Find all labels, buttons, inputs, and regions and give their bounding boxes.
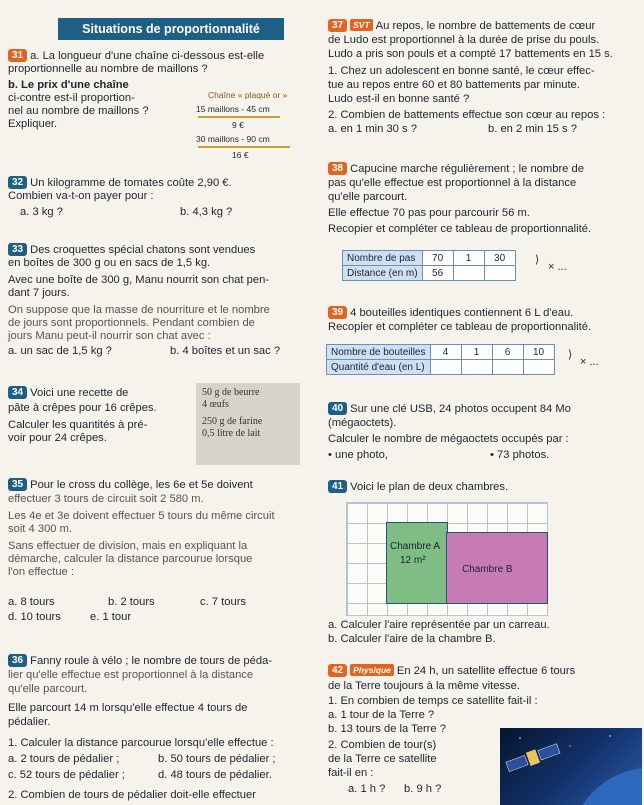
- ex38-table: [342, 250, 516, 281]
- satellite-image: [500, 728, 642, 805]
- ex39-cell: 10: [523, 345, 554, 360]
- ex39-cell: 6: [492, 345, 523, 360]
- ex38-cell: 56: [422, 266, 453, 281]
- ex41-b: b. Calculer l'aire de la chambre B.: [328, 633, 496, 645]
- recipe-item-butter: 50 g de beurre: [202, 387, 260, 398]
- ex32-b: b. 4,3 kg ?: [180, 206, 233, 218]
- ex37-line1: 37 SVT Au repos, le nombre de battements de cœur: [328, 19, 595, 34]
- ex38-number: 38: [328, 162, 347, 175]
- ex36-a: a. 2 tours de pédalier ;: [8, 753, 120, 765]
- ex40-a: • une photo,: [328, 449, 388, 461]
- room-b-label: Chambre B: [462, 564, 513, 575]
- recipe-item-eggs: 4 œufs: [202, 398, 229, 410]
- ex37-line2: de Ludo est proportionnel à la durée de prise du pouls.: [328, 34, 600, 46]
- ex42-a: a. 1 tour de la Terre ?: [328, 709, 435, 721]
- ex37-line5: tue au repos entre 60 et 80 battements par minute.: [328, 79, 580, 91]
- ex36-line3: qu'elle parcourt.: [8, 683, 88, 695]
- ex34-line4: voir pour 24 crêpes.: [8, 432, 107, 444]
- ex35-a: a. 8 tours: [8, 596, 55, 608]
- ex41-number: 41: [328, 480, 347, 493]
- ex33-line7: jours Manu peut-il nourrir son chat avec :: [8, 330, 211, 342]
- ex38-multiplier: × ...: [548, 261, 567, 273]
- ex38-line1: 38 Capucine marche régulièrement ; le nombre de: [328, 162, 584, 177]
- ex34-line1: 34 Voici une recette de: [8, 386, 128, 401]
- ex33-number: 33: [8, 243, 27, 256]
- ex37-a: a. en 1 min 30 s ?: [328, 123, 417, 135]
- ex35-line7: l'on effectue :: [8, 566, 74, 578]
- ex39-table: [326, 344, 555, 375]
- ex35-d: d. 10 tours: [8, 611, 61, 623]
- chain-figure-a-price: 9 €: [232, 120, 244, 130]
- ex37-line6: Ludo est-il en bonne santé ?: [328, 93, 470, 105]
- ex33-line6: de jours sont proportionnels. Pendant combien de: [8, 317, 255, 329]
- room-a-label: Chambre A: [390, 541, 441, 552]
- ex31-b1: b. Le prix d'une chaîne: [8, 79, 129, 91]
- ex38-arrow-icon: ⟩: [535, 254, 540, 266]
- ex42-b: b. 13 tours de la Terre ?: [328, 723, 446, 735]
- room-a-area: 12 m²: [400, 555, 426, 566]
- ex42-line1: 42 Physique En 24 h, un satellite effectue 6 tours: [328, 664, 575, 679]
- ex37-number: 37: [328, 19, 347, 32]
- ex32-line1: 32 Un kilogramme de tomates coûte 2,90 €.: [8, 176, 232, 191]
- ex42-q-b: b. 9 h ?: [404, 783, 442, 795]
- ex32-a: a. 3 kg ?: [20, 206, 63, 218]
- ex36-q2: 2. Combien de tours de pédalier doit-elle effectuer: [8, 789, 256, 801]
- chain-a-icon: [198, 116, 280, 118]
- ex38-line2: pas qu'elle effectue est proportionnel à la distance: [328, 177, 577, 189]
- section-title: Situations de proportionnalité: [58, 18, 284, 40]
- ex37-subject-tag: SVT: [350, 19, 373, 31]
- ex40-line1: 40 Sur une clé USB, 24 photos occupent 84 Mo: [328, 402, 571, 417]
- ex35-line3: Les 4e et 3e doivent effectuer 5 tours du même circuit: [8, 510, 275, 522]
- ex38-row1-label: Nombre de pas: [343, 251, 423, 266]
- ex42-line5: de la Terre ce satellite: [328, 753, 437, 765]
- ex36-number: 36: [8, 654, 27, 667]
- ex41-a: a. Calculer l'aire représentée par un carreau.: [328, 619, 550, 631]
- ex36-line2: lier qu'elle effectue est proportionnel à la distance: [8, 669, 254, 681]
- ex34-line3: Calculer les quantités à pré-: [8, 419, 148, 431]
- ex38-cell: 30: [484, 251, 515, 266]
- ex39-cell: [430, 360, 461, 375]
- ex31-line1: 31 a. La longueur d'une chaîne ci-dessous est-elle: [8, 49, 264, 64]
- ex39-number: 39: [328, 306, 347, 319]
- ex35-e: e. 1 tour: [90, 611, 132, 623]
- ex33-line1: 33 Des croquettes spécial chatons sont vendues: [8, 243, 255, 258]
- ex34-number: 34: [8, 386, 27, 399]
- ex40-b: • 73 photos.: [490, 449, 550, 461]
- ex36-d: d. 48 tours de pédalier.: [158, 769, 272, 781]
- ex33-line4: dant 7 jours.: [8, 287, 70, 299]
- ex38-row2-label: Distance (en m): [343, 266, 423, 281]
- ex35-line4: soit 4 300 m.: [8, 523, 73, 535]
- ex38-line3: qu'elle parcourt.: [328, 191, 408, 203]
- ex37-line4: 1. Chez un adolescent en bonne santé, le cœur effec-: [328, 65, 595, 77]
- ex35-line5: Sans effectuer de division, mais en expliquant la: [8, 540, 248, 552]
- ex39-cell: [461, 360, 492, 375]
- ex37-b: b. en 2 min 15 s ?: [488, 123, 577, 135]
- ex34-line2: pâte à crêpes pour 16 crêpes.: [8, 402, 157, 414]
- ex31-b4: Expliquer.: [8, 118, 58, 130]
- ex31-b3: nel au nombre de maillons ?: [8, 105, 149, 117]
- ex39-cell: [523, 360, 554, 375]
- ex39-line1: 39 4 bouteilles identiques contiennent 6 L d'eau.: [328, 306, 573, 321]
- ex42-line4: 2. Combien de tour(s): [328, 739, 437, 751]
- ex36-c: c. 52 tours de pédalier ;: [8, 769, 125, 781]
- ex40-line2: (mégaoctets).: [328, 417, 397, 429]
- ex40-line3: Calculer le nombre de mégaoctets occupés par :: [328, 433, 569, 445]
- ex33-b: b. 4 boîtes et un sac ?: [170, 345, 281, 357]
- ex39-multiplier: × ...: [580, 356, 599, 368]
- ex42-q-a: a. 1 h ?: [348, 783, 386, 795]
- ex35-line2: effectuer 3 tours de circuit soit 2 580 m.: [8, 493, 204, 505]
- chain-figure-a: 15 maillons - 45 cm: [196, 104, 270, 114]
- ex33-a: a. un sac de 1,5 kg ?: [8, 345, 112, 357]
- ex35-line6: démarche, calculer la distance parcourue lorsque: [8, 553, 253, 565]
- ex42-subject-tag: Physique: [350, 664, 394, 676]
- recipe-item-flour: 250 g de farine: [202, 416, 263, 427]
- ex38-cell: [484, 266, 515, 281]
- ex33-line2: en boîtes de 300 g ou en sacs de 1,5 kg.: [8, 257, 211, 269]
- satellite-icon: [500, 728, 642, 805]
- ex35-b: b. 2 tours: [108, 596, 155, 608]
- ex38-cell: 1: [453, 251, 484, 266]
- ex36-line4: Elle parcourt 14 m lorsqu'elle effectue 4 tours de: [8, 702, 248, 714]
- ex37-line3: Ludo a pris son pouls et a compté 17 battements en 15 s.: [328, 48, 613, 60]
- ex35-line1: 35 Pour le cross du collège, les 6e et 5e doivent: [8, 478, 253, 493]
- chain-figure-b-price: 16 €: [232, 150, 249, 160]
- ex42-line6: fait-il en :: [328, 767, 374, 779]
- ex36-line5: pédalier.: [8, 716, 51, 728]
- ex35-c: c. 7 tours: [200, 596, 247, 608]
- ex38-cell: 70: [422, 251, 453, 266]
- ex40-number: 40: [328, 402, 347, 415]
- ex39-cell: [492, 360, 523, 375]
- recipe-item-milk: 0,5 litre de lait: [202, 427, 261, 439]
- ex31-b2: ci-contre est-il proportion-: [8, 92, 135, 104]
- ex32-line2: Combien va-t-on payer pour :: [8, 190, 154, 202]
- ex39-line2: Recopier et compléter ce tableau de proportionnalité.: [328, 321, 592, 333]
- ex39-row1-label: Nombre de bouteilles: [327, 345, 431, 360]
- ex38-cell: [453, 266, 484, 281]
- ex42-line3: 1. En combien de temps ce satellite fait-il :: [328, 695, 538, 707]
- ex39-arrow-icon: ⟩: [568, 349, 573, 361]
- ex37-line7: 2. Combien de battements effectue son cœur au repos :: [328, 109, 606, 121]
- ex35-number: 35: [8, 478, 27, 491]
- ex38-line4: Elle effectue 70 pas pour parcourir 56 m.: [328, 207, 530, 219]
- ex36-b: b. 50 tours de pédalier ;: [158, 753, 276, 765]
- chain-figure-title: Chaîne « plaqué or »: [208, 90, 288, 100]
- ex33-line5: On suppose que la masse de nourriture et le nombre: [8, 304, 270, 316]
- recipe-note: [196, 383, 300, 465]
- ex39-row2-label: Quantité d'eau (en L): [327, 360, 431, 375]
- ex42-line2: de la Terre toujours à la même vitesse.: [328, 680, 520, 692]
- chain-b-icon: [198, 146, 290, 148]
- ex38-line5: Recopier et compléter ce tableau de proportionnalité.: [328, 223, 592, 235]
- ex39-cell: 1: [461, 345, 492, 360]
- ex42-number: 42: [328, 664, 347, 677]
- ex32-number: 32: [8, 176, 27, 189]
- ex33-line3: Avec une boîte de 300 g, Manu nourrit son chat pen-: [8, 274, 270, 286]
- ex41-line1: 41 Voici le plan de deux chambres.: [328, 480, 508, 495]
- chain-figure-b: 30 maillons - 90 cm: [196, 134, 270, 144]
- ex36-line1: 36 Fanny roule à vélo ; le nombre de tours de péda-: [8, 654, 272, 669]
- ex36-q1: 1. Calculer la distance parcourue lorsqu'elle effectue :: [8, 737, 274, 749]
- ex31-line2: proportionnelle au nombre de maillons ?: [8, 63, 208, 75]
- ex39-cell: 4: [430, 345, 461, 360]
- ex31-number: 31: [8, 49, 27, 62]
